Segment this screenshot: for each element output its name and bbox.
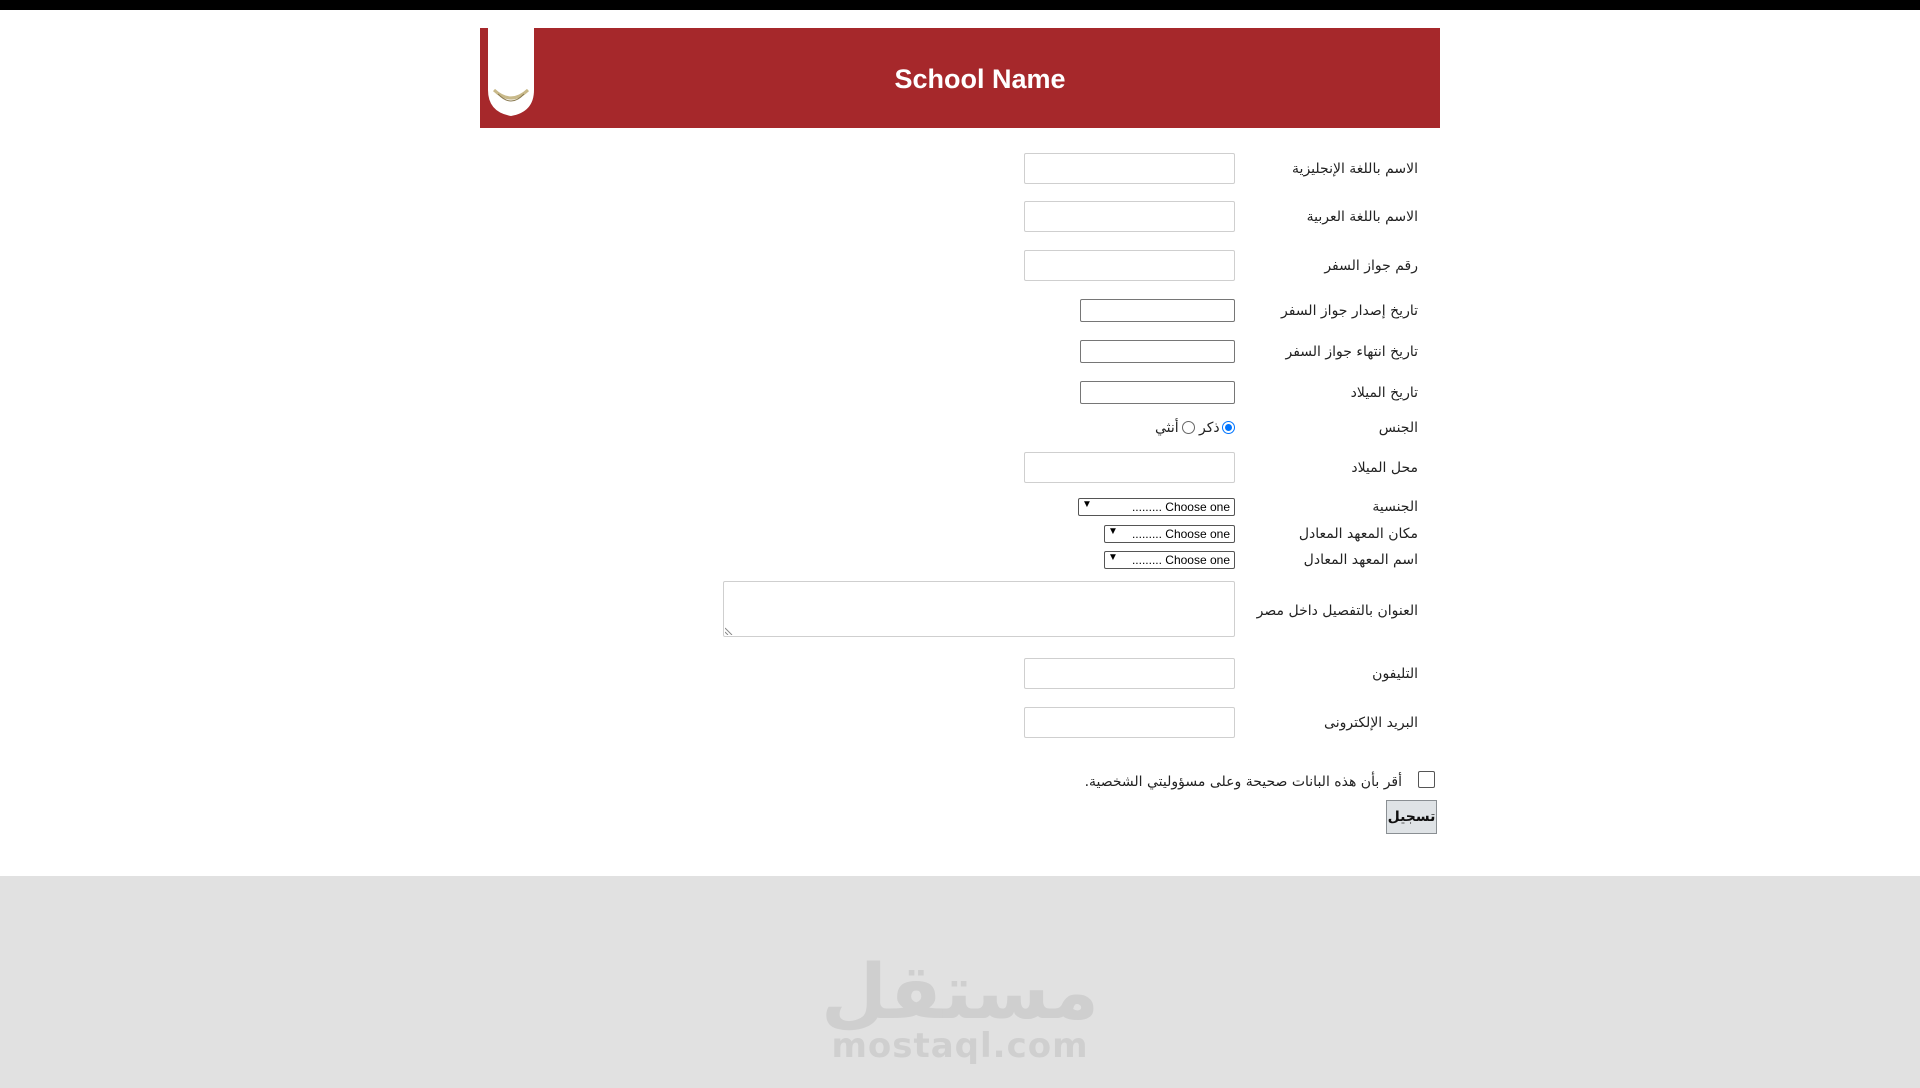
address-label: العنوان بالتفصيل داخل مصر bbox=[1256, 603, 1418, 619]
nationality-selected-value: ......... Choose one bbox=[1131, 500, 1230, 514]
name-arabic-label: الاسم باللغة العربية bbox=[1306, 209, 1418, 225]
birth-date-label: تاريخ الميلاد bbox=[1350, 385, 1418, 401]
institute-name-select[interactable] bbox=[1104, 551, 1235, 569]
address-textarea[interactable] bbox=[723, 581, 1235, 637]
register-button[interactable]: تسجيل bbox=[1386, 800, 1437, 834]
chevron-down-icon: ▼ bbox=[1108, 552, 1118, 563]
name-english-label: الاسم باللغة الإنجليزية bbox=[1292, 161, 1418, 177]
gender-male-radio[interactable] bbox=[1222, 421, 1235, 434]
passport-issue-date-label: تاريخ إصدار جواز السفر bbox=[1281, 303, 1418, 319]
institute-name-selected-value: ......... Choose one bbox=[1131, 553, 1230, 567]
watermark-arabic: مستقل bbox=[821, 947, 1099, 1036]
agree-text: أقر بأن هذه البانات صحيحة وعلى مسؤوليتي الشخصية. bbox=[1084, 774, 1402, 790]
gender-female-label: أنثي bbox=[1155, 420, 1179, 436]
school-name-title: School Name bbox=[894, 64, 1066, 94]
phone-input[interactable] bbox=[1024, 658, 1235, 689]
page-header bbox=[480, 28, 1440, 128]
institute-place-selected-value: ......... Choose one bbox=[1131, 527, 1230, 541]
passport-expiry-date-input[interactable] bbox=[1080, 340, 1235, 363]
institute-place-label: مكان المعهد المعادل bbox=[1298, 526, 1418, 542]
chevron-down-icon: ▼ bbox=[1108, 526, 1118, 537]
chevron-down-icon: ▼ bbox=[1082, 499, 1092, 510]
gender-label: الجنس bbox=[1378, 420, 1418, 436]
name-arabic-input[interactable] bbox=[1024, 201, 1235, 232]
gender-female-radio[interactable] bbox=[1182, 421, 1195, 434]
phone-label: التليفون bbox=[1372, 666, 1418, 682]
nationality-select[interactable] bbox=[1078, 498, 1235, 516]
resize-handle-icon[interactable] bbox=[725, 627, 733, 635]
birth-date-input[interactable] bbox=[1080, 381, 1235, 404]
passport-expiry-date-label: تاريخ انتهاء جواز السفر bbox=[1285, 344, 1418, 360]
birth-place-label: محل الميلاد bbox=[1351, 460, 1418, 476]
footer bbox=[0, 876, 1920, 1088]
passport-issue-date-input[interactable] bbox=[1080, 299, 1235, 322]
institute-name-label: اسم المعهد المعادل bbox=[1303, 552, 1418, 568]
email-label: البريد الإلكترونى bbox=[1324, 715, 1418, 731]
top-bar bbox=[0, 0, 1920, 10]
name-english-input[interactable] bbox=[1024, 153, 1235, 184]
passport-number-label: رقم جواز السفر bbox=[1324, 258, 1418, 274]
agree-checkbox[interactable] bbox=[1418, 771, 1435, 788]
watermark-url: mostaql.com bbox=[831, 1026, 1089, 1066]
institute-place-select[interactable] bbox=[1104, 525, 1235, 543]
birth-place-input[interactable] bbox=[1024, 452, 1235, 483]
gender-male-label: ذكر bbox=[1199, 420, 1220, 436]
passport-number-input[interactable] bbox=[1024, 250, 1235, 281]
nationality-label: الجنسية bbox=[1372, 499, 1418, 515]
email-input[interactable] bbox=[1024, 707, 1235, 738]
